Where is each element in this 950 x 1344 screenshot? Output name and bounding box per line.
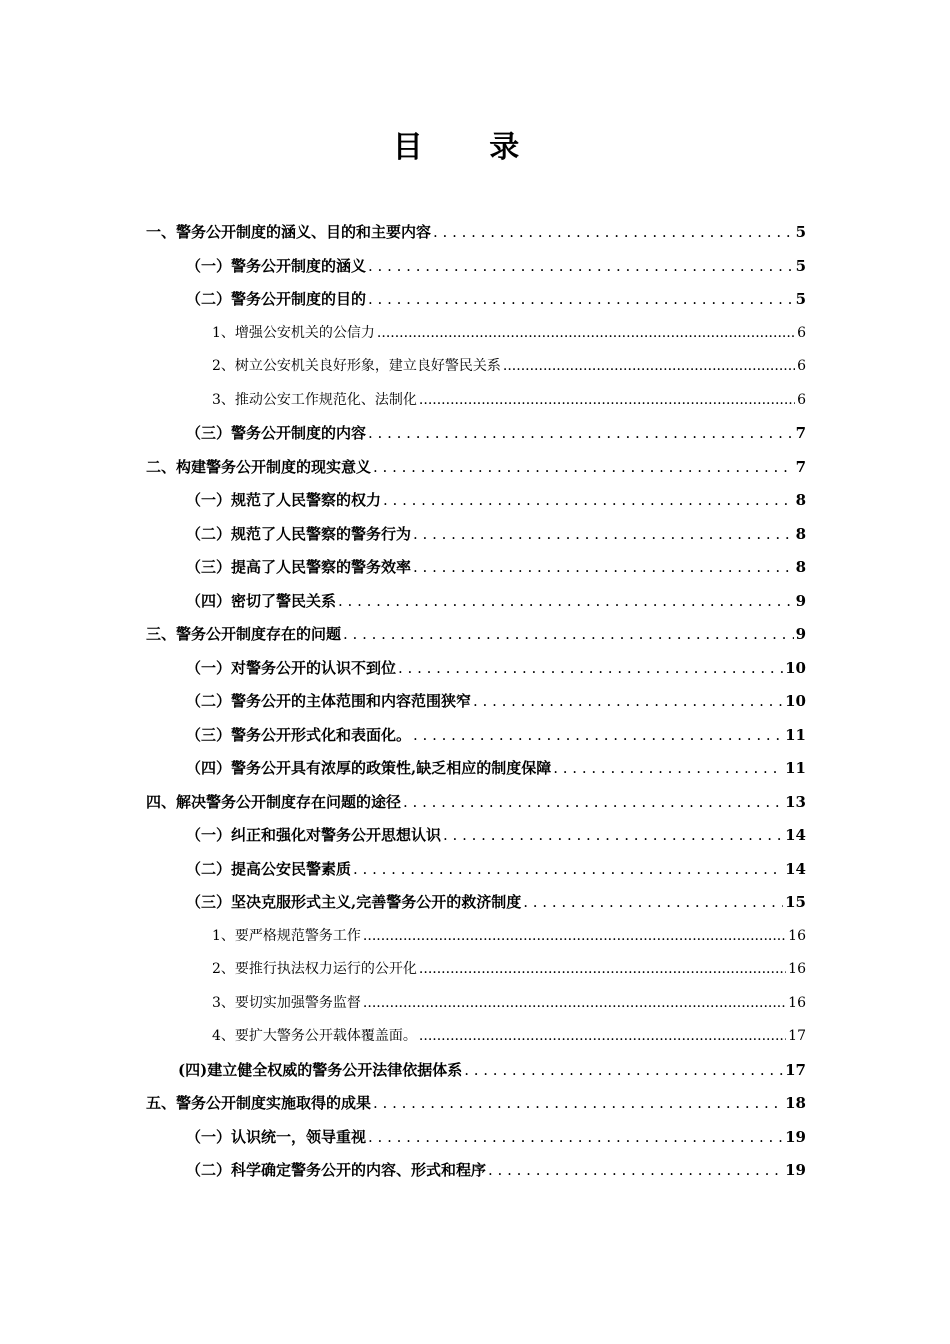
toc-dot-leader (403, 790, 783, 814)
toc-entry-label: （三）提高了人民警察的警务效率 (186, 558, 412, 576)
toc-entry-label: 三、警务公开制度存在的问题 (146, 625, 342, 643)
toc-dot-leader (383, 488, 794, 512)
toc-entry[interactable] (212, 388, 806, 412)
toc-entry-label: （三）警务公开形式化和表面化。 (186, 725, 412, 744)
toc-page-number: 19 (785, 1127, 806, 1146)
toc-entry-label: 四、解决警务公开制度存在问题的途径 (146, 792, 402, 811)
toc-page-number: 14 (785, 859, 806, 878)
toc-entry-label: 1、增强公安机关的公信力 (212, 324, 375, 341)
toc-entry[interactable] (186, 723, 806, 747)
toc-entry[interactable] (212, 924, 806, 948)
toc-entry-label: (四)建立健全权威的警务公开法律依据体系 (178, 1060, 463, 1079)
toc-entry-label: （二）科学确定警务公开的内容、形式和程序 (186, 1161, 487, 1179)
toc-entry-label: （三）警务公开制度的内容 (186, 424, 367, 442)
toc-entry[interactable] (186, 522, 806, 546)
toc-dot-leader (368, 1125, 783, 1149)
toc-entry[interactable] (186, 656, 806, 680)
toc-entry-label: （一）警务公开制度的涵义 (186, 256, 367, 275)
toc-dot-leader (398, 656, 783, 680)
toc-dot-leader (338, 589, 794, 613)
toc-page-number: 17 (788, 1028, 806, 1044)
toc-entry[interactable] (146, 622, 806, 646)
toc-entry[interactable] (186, 254, 806, 278)
toc-dot-leader (503, 354, 795, 378)
toc-entry-label: （二）规范了人民警察的警务行为 (186, 524, 412, 543)
toc-entry[interactable] (146, 455, 806, 479)
toc-entry[interactable] (212, 957, 806, 981)
toc-entry[interactable] (186, 857, 806, 881)
toc-entry-label: 2、要推行执法权力运行的公开化 (212, 961, 417, 977)
toc-dot-leader (419, 1024, 786, 1048)
toc-page-number: 16 (788, 961, 806, 977)
toc-page-number: 6 (797, 358, 806, 374)
toc-page-number: 5 (795, 256, 806, 275)
toc-page-number: 8 (795, 524, 806, 543)
toc-page-number: 9 (795, 625, 806, 643)
toc-entry-label: （二）警务公开的主体范围和内容范围狭窄 (186, 692, 472, 710)
toc-entry[interactable] (186, 488, 806, 512)
toc-entry[interactable] (186, 1158, 806, 1182)
toc-dot-leader (373, 455, 794, 479)
toc-page-number: 16 (788, 994, 806, 1011)
toc-entry[interactable] (186, 823, 806, 847)
toc-page-number: 15 (785, 893, 806, 911)
toc-dot-leader (553, 756, 783, 780)
toc-page-number: 18 (785, 1094, 806, 1112)
toc-dot-leader (413, 723, 783, 747)
toc-entry[interactable] (186, 756, 806, 780)
toc-dot-leader (413, 522, 794, 546)
toc-entry[interactable] (186, 421, 806, 445)
toc-page-number: 7 (795, 457, 806, 476)
toc-dot-leader (363, 924, 786, 948)
toc-dot-leader (343, 622, 794, 646)
toc-dot-leader (488, 1158, 783, 1182)
toc-entry[interactable] (186, 1125, 806, 1149)
toc-page-number: 9 (795, 591, 806, 610)
toc-page-number: 19 (785, 1161, 806, 1179)
toc-entry[interactable] (186, 287, 806, 311)
toc-entry-label: 4、要扩大警务公开载体覆盖面。 (212, 1028, 417, 1044)
toc-dot-leader (433, 220, 794, 244)
toc-entry[interactable] (146, 1091, 806, 1115)
toc-entry[interactable] (146, 790, 806, 814)
toc-entry-label: （二）警务公开制度的目的 (186, 290, 367, 308)
toc-dot-leader (419, 388, 795, 412)
toc-page-number: 8 (795, 491, 806, 509)
toc-dot-leader (464, 1058, 783, 1082)
toc-entry-label: 二、构建警务公开制度的现实意义 (146, 457, 372, 476)
toc-dot-leader (363, 991, 786, 1015)
toc-entry-label: （一）对警务公开的认识不到位 (186, 658, 397, 677)
toc-page-number: 17 (785, 1060, 806, 1079)
toc-entry[interactable] (212, 991, 806, 1015)
toc-page-number: 11 (785, 725, 806, 744)
toc-entry-label: （一）纠正和强化对警务公开思想认识 (186, 826, 442, 844)
toc-dot-leader (373, 1091, 783, 1115)
toc-dot-leader (419, 957, 786, 981)
toc-entry-label: 一、警务公开制度的涵义、目的和主要内容 (146, 223, 432, 241)
toc-entry[interactable] (186, 589, 806, 613)
toc-entry[interactable] (212, 321, 806, 345)
toc-page-number: 5 (795, 223, 806, 241)
toc-page-number: 6 (797, 391, 806, 408)
toc-page-number: 16 (788, 927, 806, 944)
toc-entry-label: 五、警务公开制度实施取得的成果 (146, 1094, 372, 1112)
toc-entry-label: （三）坚决克服形式主义,完善警务公开的救济制度 (186, 893, 522, 911)
toc-entry-label: 2、树立公安机关良好形象，建立良好警民关系 (212, 358, 501, 374)
toc-entry[interactable] (186, 689, 806, 713)
toc-dot-leader (413, 555, 794, 579)
toc-dot-leader (377, 321, 795, 345)
toc-dot-leader (353, 857, 783, 881)
toc-page-number: 6 (797, 324, 806, 341)
toc-entry-label: （一）规范了人民警察的权力 (186, 491, 382, 509)
toc-page-number: 5 (795, 290, 806, 308)
toc-entry[interactable] (146, 220, 806, 244)
toc-page-number: 11 (785, 759, 806, 777)
toc-entry-label: （一）认识统一，领导重视 (186, 1127, 367, 1146)
toc-entry[interactable] (186, 890, 806, 914)
toc-dot-leader (523, 890, 783, 914)
toc-entry-label: （四）密切了警民关系 (186, 591, 337, 610)
toc-entry[interactable] (186, 555, 806, 579)
toc-page-number: 10 (785, 692, 806, 710)
toc-entry-label: （二）提高公安民警素质 (186, 859, 352, 878)
toc-dot-leader (473, 689, 783, 713)
toc-dot-leader (368, 254, 794, 278)
toc-page-number: 13 (785, 792, 806, 811)
toc-entry-label: 1、要严格规范警务工作 (212, 927, 361, 944)
toc-entry[interactable] (212, 354, 806, 378)
toc-entry-label: 3、推动公安工作规范化、法制化 (212, 391, 417, 408)
toc-page-number: 14 (785, 826, 806, 844)
page-title: 目 录 (392, 130, 548, 165)
toc-dot-leader (368, 287, 794, 311)
toc-entry[interactable] (178, 1058, 806, 1082)
toc-entry[interactable] (212, 1024, 806, 1048)
toc-page-number: 10 (785, 658, 806, 677)
toc-page-number: 8 (795, 558, 806, 576)
toc-dot-leader (368, 421, 794, 445)
toc-entry-label: 3、要切实加强警务监督 (212, 994, 361, 1011)
toc-dot-leader (443, 823, 783, 847)
toc-page-number: 7 (795, 424, 806, 442)
toc-entry-label: （四）警务公开具有浓厚的政策性,缺乏相应的制度保障 (186, 759, 552, 777)
